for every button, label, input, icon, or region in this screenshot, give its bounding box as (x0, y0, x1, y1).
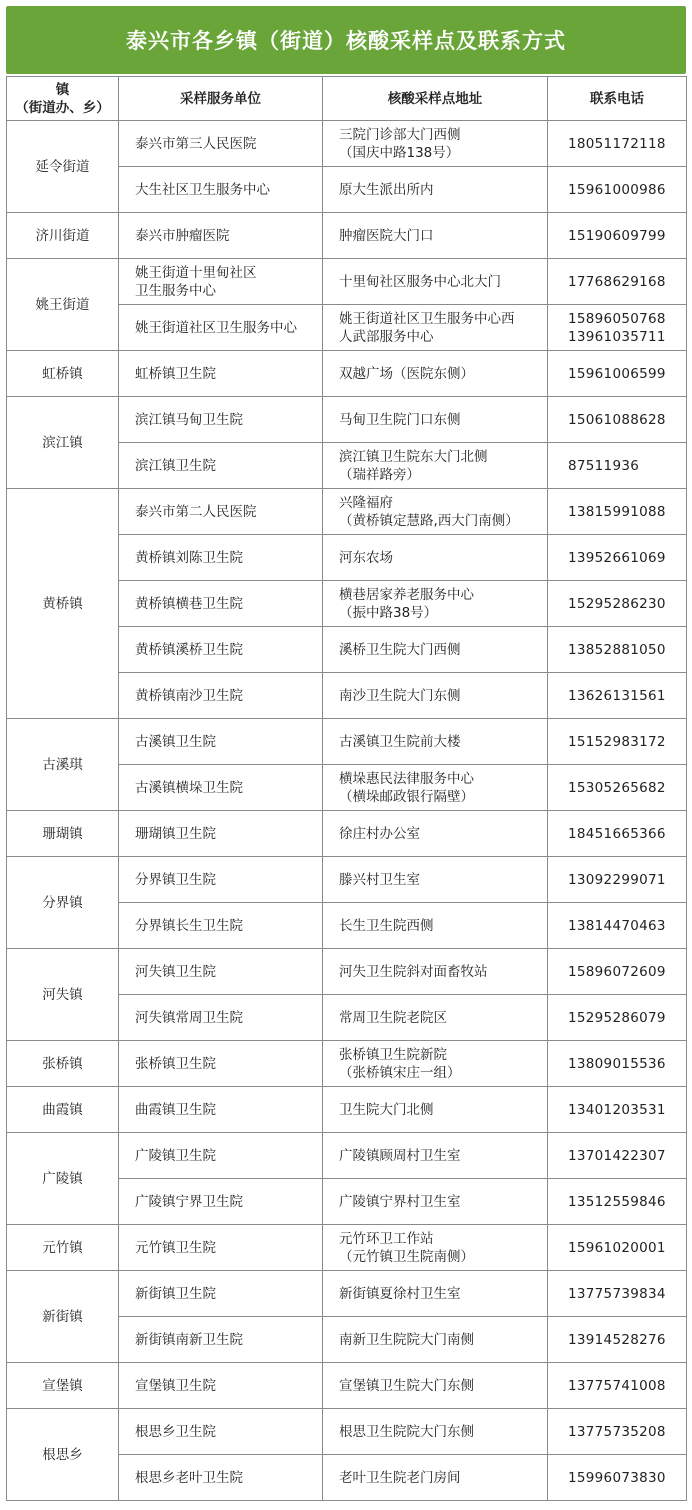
table-row (7, 259, 687, 305)
sampling-address-line: 长生卫生院西侧 (339, 917, 434, 934)
contact-phone-line: 15996073830 (568, 1469, 666, 1486)
header-town: 镇 （街道办、乡） (7, 77, 119, 121)
header-unit: 采样服务单位 (119, 77, 323, 121)
sampling-address (323, 1179, 548, 1225)
sampling-address-line: 马甸卫生院门口东侧 (339, 411, 461, 428)
contact-phone-line: 15305265682 (568, 779, 666, 796)
contact-phone-line: 15961020001 (568, 1239, 666, 1256)
sampling-address-line: 滨江镇卫生院东大门北侧 (339, 448, 488, 465)
service-unit-line: 古溪镇横垛卫生院 (135, 779, 243, 796)
contact-phone-line: 18051172118 (568, 135, 666, 152)
contact-phone-line: 13952661069 (568, 549, 666, 566)
town-name: 河失镇 (7, 949, 119, 1041)
contact-phone-line: 13852881050 (568, 641, 666, 658)
contact-phone (548, 581, 687, 627)
contact-phone (548, 397, 687, 443)
sampling-address (323, 535, 548, 581)
sampling-sites-table (6, 76, 687, 1501)
contact-phone-line: 13815991088 (568, 503, 666, 520)
sampling-address-line: 广陵镇顾周村卫生室 (339, 1147, 461, 1164)
contact-phone (548, 627, 687, 673)
contact-phone-line: 18451665366 (568, 825, 666, 842)
contact-phone (548, 903, 687, 949)
service-unit (119, 949, 323, 995)
sampling-address-line: 三院门诊部大门西侧 (339, 126, 461, 143)
sampling-address-line: （振中路38号） (339, 604, 438, 621)
table-row (7, 1271, 687, 1317)
service-unit-line: 古溪镇卫生院 (135, 733, 216, 750)
sampling-address (323, 1317, 548, 1363)
contact-phone (548, 995, 687, 1041)
town-name: 新街镇 (7, 1271, 119, 1363)
sampling-address-line: 姚王街道社区卫生服务中心西 (339, 310, 515, 327)
service-unit (119, 1271, 323, 1317)
service-unit (119, 397, 323, 443)
service-unit-line: 虹桥镇卫生院 (135, 365, 216, 382)
contact-phone-line: 15961000986 (568, 181, 666, 198)
town-name: 滨江镇 (7, 397, 119, 489)
table-row (7, 489, 687, 535)
contact-phone-line: 13775741008 (568, 1377, 666, 1394)
sampling-address-line: 元竹环卫工作站 (339, 1230, 434, 1247)
service-unit-line: 根思乡卫生院 (135, 1423, 216, 1440)
sampling-address-line: 新街镇夏徐村卫生室 (339, 1285, 461, 1302)
service-unit-line: 黄桥镇横巷卫生院 (135, 595, 243, 612)
service-unit-line: 张桥镇卫生院 (135, 1055, 216, 1072)
contact-phone (548, 351, 687, 397)
sampling-address (323, 443, 548, 489)
service-unit-line: 根思乡老叶卫生院 (135, 1469, 243, 1486)
sampling-address-line: 滕兴村卫生室 (339, 871, 420, 888)
service-unit (119, 535, 323, 581)
sampling-address-line: 老叶卫生院老门房间 (339, 1469, 461, 1486)
table-body (7, 121, 687, 1501)
contact-phone-line: 15896072609 (568, 963, 666, 980)
sampling-address (323, 1133, 548, 1179)
contact-phone-line: 13701422307 (568, 1147, 666, 1164)
contact-phone-line: 13626131561 (568, 687, 666, 704)
sampling-address-line: 原大生派出所内 (339, 181, 434, 198)
contact-phone (548, 1225, 687, 1271)
table-row (7, 1087, 687, 1133)
town-name: 元竹镇 (7, 1225, 119, 1271)
service-unit (119, 765, 323, 811)
sampling-address-line: 溪桥卫生院大门西侧 (339, 641, 461, 658)
sampling-address (323, 1455, 548, 1501)
service-unit-line: 泰兴市第二人民医院 (135, 503, 257, 520)
contact-phone (548, 1455, 687, 1501)
service-unit (119, 1363, 323, 1409)
table-row (7, 397, 687, 443)
town-name: 济川街道 (7, 213, 119, 259)
town-name: 虹桥镇 (7, 351, 119, 397)
contact-phone (548, 1363, 687, 1409)
sampling-address (323, 167, 548, 213)
town-name: 古溪琪 (7, 719, 119, 811)
service-unit (119, 443, 323, 489)
sampling-address (323, 305, 548, 351)
service-unit (119, 1225, 323, 1271)
sampling-address-line: 根思卫生院院大门东侧 (339, 1423, 474, 1440)
sampling-address-line: （横垛邮政银行隔壁） (339, 788, 474, 805)
town-name: 广陵镇 (7, 1133, 119, 1225)
service-unit (119, 857, 323, 903)
service-unit (119, 995, 323, 1041)
contact-phone (548, 213, 687, 259)
table-row (7, 213, 687, 259)
service-unit (119, 121, 323, 167)
sampling-address-line: 卫生院大门北侧 (339, 1101, 434, 1118)
contact-phone (548, 673, 687, 719)
sampling-address (323, 811, 548, 857)
contact-phone (548, 719, 687, 765)
sampling-address (323, 627, 548, 673)
table-row (7, 949, 687, 995)
contact-phone-line: 15295286079 (568, 1009, 666, 1026)
service-unit-line: 河失镇卫生院 (135, 963, 216, 980)
service-unit-line: 分界镇卫生院 (135, 871, 216, 888)
service-unit-line: 河失镇常周卫生院 (135, 1009, 243, 1026)
contact-phone (548, 1271, 687, 1317)
contact-phone (548, 121, 687, 167)
sampling-address-line: （张桥镇宋庄一组） (339, 1064, 461, 1081)
contact-phone (548, 857, 687, 903)
contact-phone-line: 15061088628 (568, 411, 666, 428)
service-unit (119, 167, 323, 213)
service-unit-line: 曲霞镇卫生院 (135, 1101, 216, 1118)
contact-phone (548, 1087, 687, 1133)
service-unit (119, 903, 323, 949)
contact-phone (548, 535, 687, 581)
sampling-address-line: 兴隆福府 (339, 494, 393, 511)
contact-phone (548, 949, 687, 995)
sampling-address (323, 1271, 548, 1317)
contact-phone (548, 1409, 687, 1455)
sampling-address-line: 南新卫生院院大门南侧 (339, 1331, 474, 1348)
contact-phone-line: 15961006599 (568, 365, 666, 382)
sampling-address-line: 古溪镇卫生院前大楼 (339, 733, 461, 750)
service-unit (119, 1317, 323, 1363)
contact-phone-line: 13092299071 (568, 871, 666, 888)
service-unit-line: 卫生服务中心 (135, 282, 216, 299)
contact-phone (548, 167, 687, 213)
contact-phone-line: 13961035711 (568, 328, 666, 345)
service-unit (119, 1041, 323, 1087)
table-row (7, 1041, 687, 1087)
contact-phone (548, 811, 687, 857)
contact-phone (548, 489, 687, 535)
service-unit-line: 滨江镇卫生院 (135, 457, 216, 474)
sampling-address-line: 双越广场（医院东侧） (339, 365, 474, 382)
sampling-address-line: 常周卫生院老院区 (339, 1009, 447, 1026)
table-row (7, 121, 687, 167)
table-row (7, 1133, 687, 1179)
sampling-address (323, 581, 548, 627)
service-unit-line: 宣堡镇卫生院 (135, 1377, 216, 1394)
table-row (7, 1409, 687, 1455)
service-unit-line: 泰兴市第三人民医院 (135, 135, 257, 152)
contact-phone-line: 13775739834 (568, 1285, 666, 1302)
sampling-address (323, 259, 548, 305)
service-unit-line: 黄桥镇刘陈卫生院 (135, 549, 243, 566)
sampling-address (323, 765, 548, 811)
sampling-address-line: 广陵镇宁界村卫生室 (339, 1193, 461, 1210)
sampling-address-line: （国庆中路138号） (339, 144, 460, 161)
contact-phone-line: 17768629168 (568, 273, 666, 290)
sampling-address-line: 徐庄村办公室 (339, 825, 420, 842)
table-row (7, 1225, 687, 1271)
sampling-address (323, 903, 548, 949)
contact-phone (548, 1133, 687, 1179)
contact-phone-line: 13809015536 (568, 1055, 666, 1072)
town-name: 黄桥镇 (7, 489, 119, 719)
page-title: 泰兴市各乡镇（街道）核酸采样点及联系方式 (6, 6, 686, 74)
service-unit-line: 滨江镇马甸卫生院 (135, 411, 243, 428)
contact-phone-line: 13814470463 (568, 917, 666, 934)
town-name: 张桥镇 (7, 1041, 119, 1087)
contact-phone (548, 765, 687, 811)
sampling-address (323, 213, 548, 259)
service-unit-line: 新街镇卫生院 (135, 1285, 216, 1302)
table-row (7, 857, 687, 903)
contact-phone-line: 15896050768 (568, 310, 666, 327)
service-unit (119, 811, 323, 857)
sampling-address (323, 949, 548, 995)
service-unit-line: 元竹镇卫生院 (135, 1239, 216, 1256)
contact-phone-line: 13512559846 (568, 1193, 666, 1210)
town-name: 分界镇 (7, 857, 119, 949)
town-name: 曲霞镇 (7, 1087, 119, 1133)
sampling-address-line: （黄桥镇定慧路,西大门南侧） (339, 512, 519, 529)
service-unit (119, 305, 323, 351)
service-unit-line: 广陵镇宁界卫生院 (135, 1193, 243, 1210)
service-unit-line: 姚王街道十里甸社区 (135, 264, 257, 281)
sampling-address-line: 河失卫生院斜对面畜牧站 (339, 963, 488, 980)
contact-phone-line: 15152983172 (568, 733, 666, 750)
contact-phone (548, 1041, 687, 1087)
sampling-address (323, 1087, 548, 1133)
sampling-address (323, 1409, 548, 1455)
service-unit-line: 姚王街道社区卫生服务中心 (135, 319, 297, 336)
town-name: 珊瑚镇 (7, 811, 119, 857)
service-unit (119, 719, 323, 765)
service-unit-line: 分界镇长生卫生院 (135, 917, 243, 934)
service-unit-line: 广陵镇卫生院 (135, 1147, 216, 1164)
contact-phone (548, 1179, 687, 1225)
sampling-address-line: （元竹镇卫生院南侧） (339, 1248, 474, 1265)
service-unit (119, 1455, 323, 1501)
contact-phone-line: 13775735208 (568, 1423, 666, 1440)
sampling-address (323, 1041, 548, 1087)
sampling-address (323, 719, 548, 765)
sampling-address-line: 十里甸社区服务中心北大门 (339, 273, 501, 290)
sampling-address-line: 人武部服务中心 (339, 328, 434, 345)
service-unit (119, 489, 323, 535)
service-unit (119, 581, 323, 627)
service-unit (119, 1179, 323, 1225)
contact-phone-line: 87511936 (568, 457, 640, 474)
sampling-address (323, 1225, 548, 1271)
service-unit (119, 673, 323, 719)
service-unit (119, 259, 323, 305)
service-unit (119, 1409, 323, 1455)
service-unit (119, 1087, 323, 1133)
contact-phone (548, 259, 687, 305)
service-unit (119, 213, 323, 259)
town-name: 根思乡 (7, 1409, 119, 1501)
contact-phone-line: 13401203531 (568, 1101, 666, 1118)
sampling-address (323, 397, 548, 443)
service-unit-line: 大生社区卫生服务中心 (135, 181, 270, 198)
service-unit-line: 黄桥镇南沙卫生院 (135, 687, 243, 704)
service-unit-line: 新街镇南新卫生院 (135, 1331, 243, 1348)
service-unit-line: 泰兴市肿瘤医院 (135, 227, 230, 244)
contact-phone-line: 13914528276 (568, 1331, 666, 1348)
sampling-address (323, 121, 548, 167)
table-row (7, 351, 687, 397)
service-unit-line: 黄桥镇溪桥卫生院 (135, 641, 243, 658)
header-row (7, 77, 687, 121)
contact-phone (548, 305, 687, 351)
town-name: 延令街道 (7, 121, 119, 213)
service-unit (119, 1133, 323, 1179)
table-row (7, 1363, 687, 1409)
service-unit (119, 351, 323, 397)
sampling-address (323, 673, 548, 719)
header-phone: 联系电话 (548, 77, 687, 121)
sampling-address-line: 肿瘤医院大门口 (339, 227, 434, 244)
sampling-address (323, 1363, 548, 1409)
contact-phone (548, 1317, 687, 1363)
contact-phone-line: 15190609799 (568, 227, 666, 244)
sampling-address-line: 宣堡镇卫生院大门东侧 (339, 1377, 474, 1394)
contact-phone-line: 15295286230 (568, 595, 666, 612)
header-address: 核酸采样点地址 (323, 77, 548, 121)
table-row (7, 719, 687, 765)
town-name: 宣堡镇 (7, 1363, 119, 1409)
contact-phone (548, 443, 687, 489)
town-name: 姚王街道 (7, 259, 119, 351)
sampling-address-line: 横垛惠民法律服务中心 (339, 770, 474, 787)
sampling-address-line: 河东农场 (339, 549, 393, 566)
sampling-address-line: 张桥镇卫生院新院 (339, 1046, 447, 1063)
sampling-address (323, 351, 548, 397)
sampling-address-line: 南沙卫生院大门东侧 (339, 687, 461, 704)
sampling-address-line: （瑞祥路旁） (339, 466, 420, 483)
table-row (7, 811, 687, 857)
sampling-address (323, 857, 548, 903)
service-unit (119, 627, 323, 673)
sampling-address-line: 横巷居家养老服务中心 (339, 586, 474, 603)
sampling-address (323, 995, 548, 1041)
service-unit-line: 珊瑚镇卫生院 (135, 825, 216, 842)
sampling-address (323, 489, 548, 535)
